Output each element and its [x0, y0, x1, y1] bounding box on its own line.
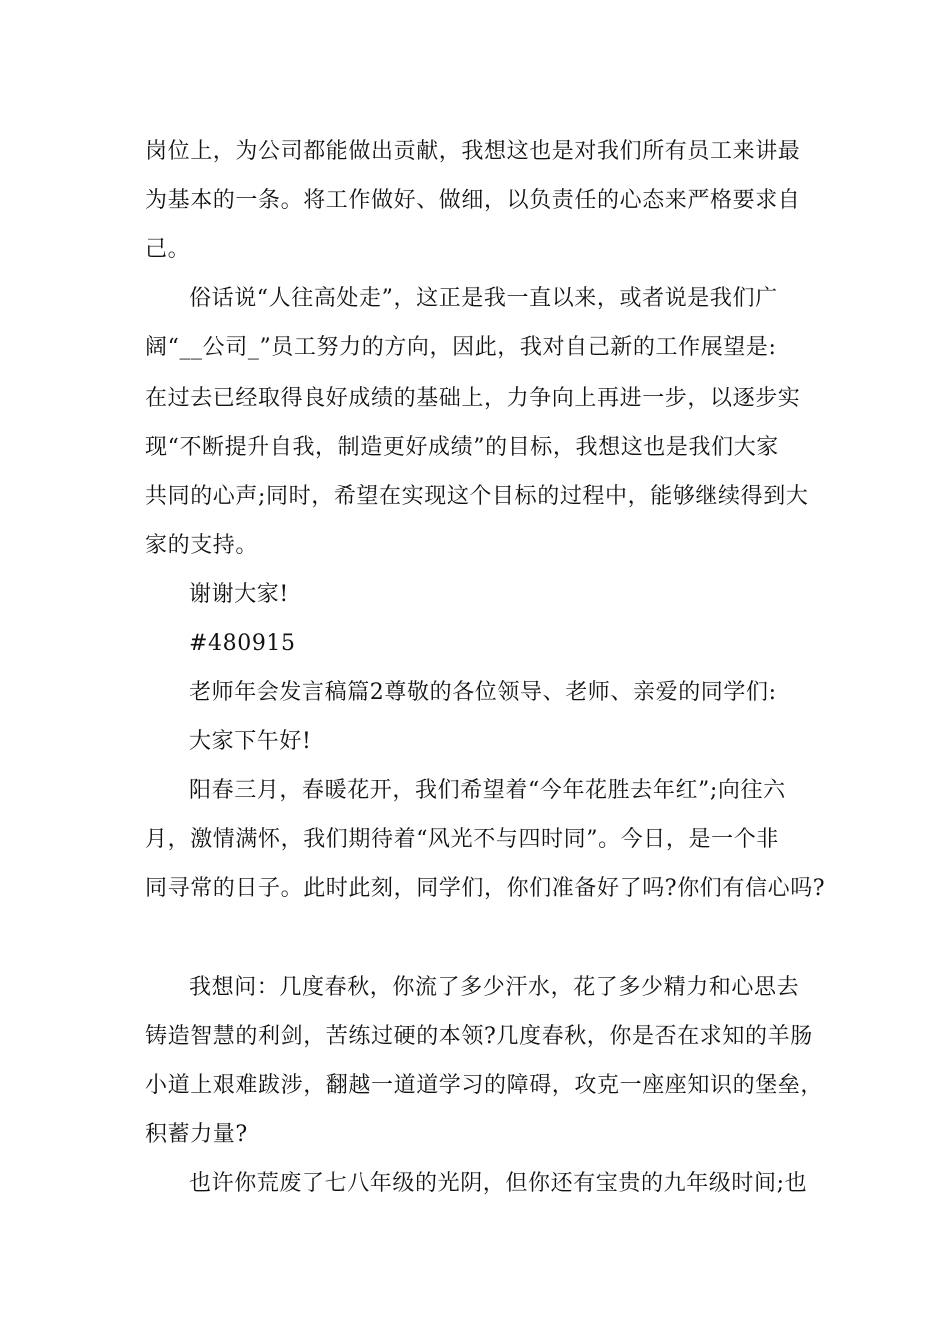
text-line: 月，激情满怀，我们期待着“风光不与四时同”。今日，是一个非 [145, 827, 779, 852]
text-line: 大家下午好! [189, 729, 312, 754]
text-line: 俗话说“人往高处走”，这正是我一直以来，或者说是我们广 [189, 286, 778, 311]
text-line: 我想问：几度春秋，你流了多少汗水，花了多少精力和心思去 [189, 975, 800, 1000]
text-line: 为基本的一条。将工作做好、做细，以负责任的心态来严格要求自 [145, 188, 801, 213]
text-line: 家的支持。 [145, 533, 259, 558]
text-line: 共同的心声;同时，希望在实现这个目标的过程中，能够继续得到大 [145, 484, 809, 509]
text-line: #480915 [189, 631, 296, 656]
text-line: 岗位上，为公司都能做出贡献，我想这也是对我们所有员工来讲最 [145, 139, 801, 164]
text-line: 老师年会发言稿篇2尊敬的各位领导、老师、亲爱的同学们: [189, 680, 777, 705]
text-line: 阳春三月，春暖花开，我们希望着“今年花胜去年红”;向往六 [189, 778, 786, 803]
text-line: 现“不断提升自我，制造更好成绩”的目标，我想这也是我们大家 [145, 435, 779, 460]
text-line: 铸造智慧的利剑，苦练过硬的本领?几度春秋，你是否在求知的羊肠 [145, 1024, 813, 1049]
text-line: 己。 [145, 237, 191, 262]
text-line: 阔“__公司_”员工努力的方向，因此，我对自己新的工作展望是: [145, 335, 777, 360]
text-line: 也许你荒废了七八年级的光阴，但你还有宝贵的九年级时间;也 [189, 1171, 808, 1196]
text-line: 积蓄力量? [145, 1122, 248, 1147]
text-line: 同寻常的日子。此时此刻，同学们，你们准备好了吗?你们有信心吗? [145, 876, 826, 901]
text-line: 谢谢大家! [189, 582, 289, 607]
text-line: 在过去已经取得良好成绩的基础上，力争向上再进一步，以逐步实 [145, 386, 801, 411]
text-line: 小道上艰难跋涉，翻越一道道学习的障碍，攻克一座座知识的堡垒， [145, 1073, 824, 1098]
